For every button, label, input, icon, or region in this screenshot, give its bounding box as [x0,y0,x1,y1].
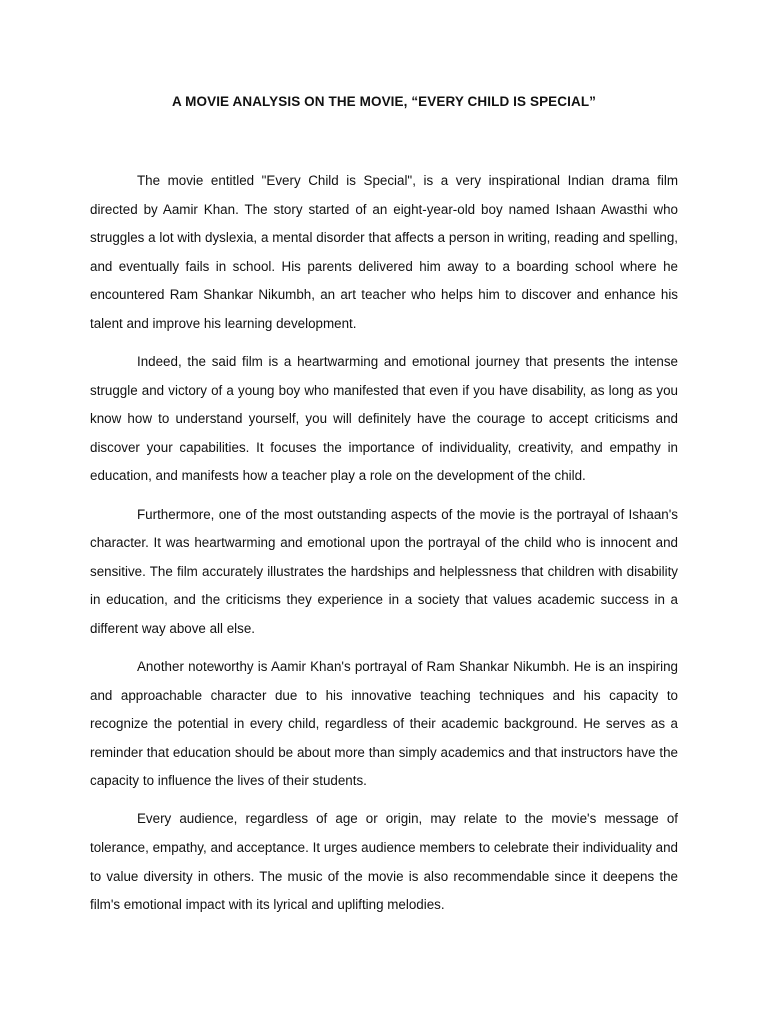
paragraph-4: Another noteworthy is Aamir Khan's portrayal of Ram Shankar Nikumbh. He is an inspiring and approachable character due to his innovative teaching techniques and his capacity to recognize the potential in every child, regardless of their academic background. He serves as a reminder that education should be about more than simply academics and that instructors have the capacity to influence the lives of their students. [90,659,678,789]
paragraph-1: The movie entitled "Every Child is Special", is a very inspirational Indian drama film directed by Aamir Khan. The story started of an eight-year-old boy named Ishaan Awasthi who struggles a lot with dyslexia, a mental disorder that affects a person in writing, reading and spelling, and eventually fails in school. His parents delivered him away to a boarding school where he encountered Ram Shankar Nikumbh, an art teacher who helps him to discover and enhance his talent and improve his learning development. [90,173,678,331]
paragraph-5: Every audience, regardless of age or origin, may relate to the movie's message of tolerance, empathy, and acceptance. It urges audience members to celebrate their individuality and to value diversity in others. The music of the movie is also recommendable since it deepens the film's emotional impact with its lyrical and uplifting melodies. [90,811,678,913]
document-title: A MOVIE ANALYSIS ON THE MOVIE, “EVERY CHILD IS SPECIAL” [171,94,597,109]
document-body [90,167,678,929]
paragraph-3: Furthermore, one of the most outstanding aspects of the movie is the portrayal of Ishaan's character. It was heartwarming and emotional upon the portrayal of the child who is innocent and sensitive. The film accurately illustrates the hardships and helplessness that children with disability in education, and the criticisms they experience in a society that values academic success in a different way above all else. [90,506,678,636]
paragraph-2: Indeed, the said film is a heartwarming and emotional journey that presents the intense struggle and victory of a young boy who manifested that even if you have disability, as long as you know how to understand yourself, you will definitely have the courage to accept criticisms and discover your capabilities. It focuses the importance of individuality, creativity, and empathy in education, and manifests how a teacher play a role on the development of the child. [90,354,678,484]
